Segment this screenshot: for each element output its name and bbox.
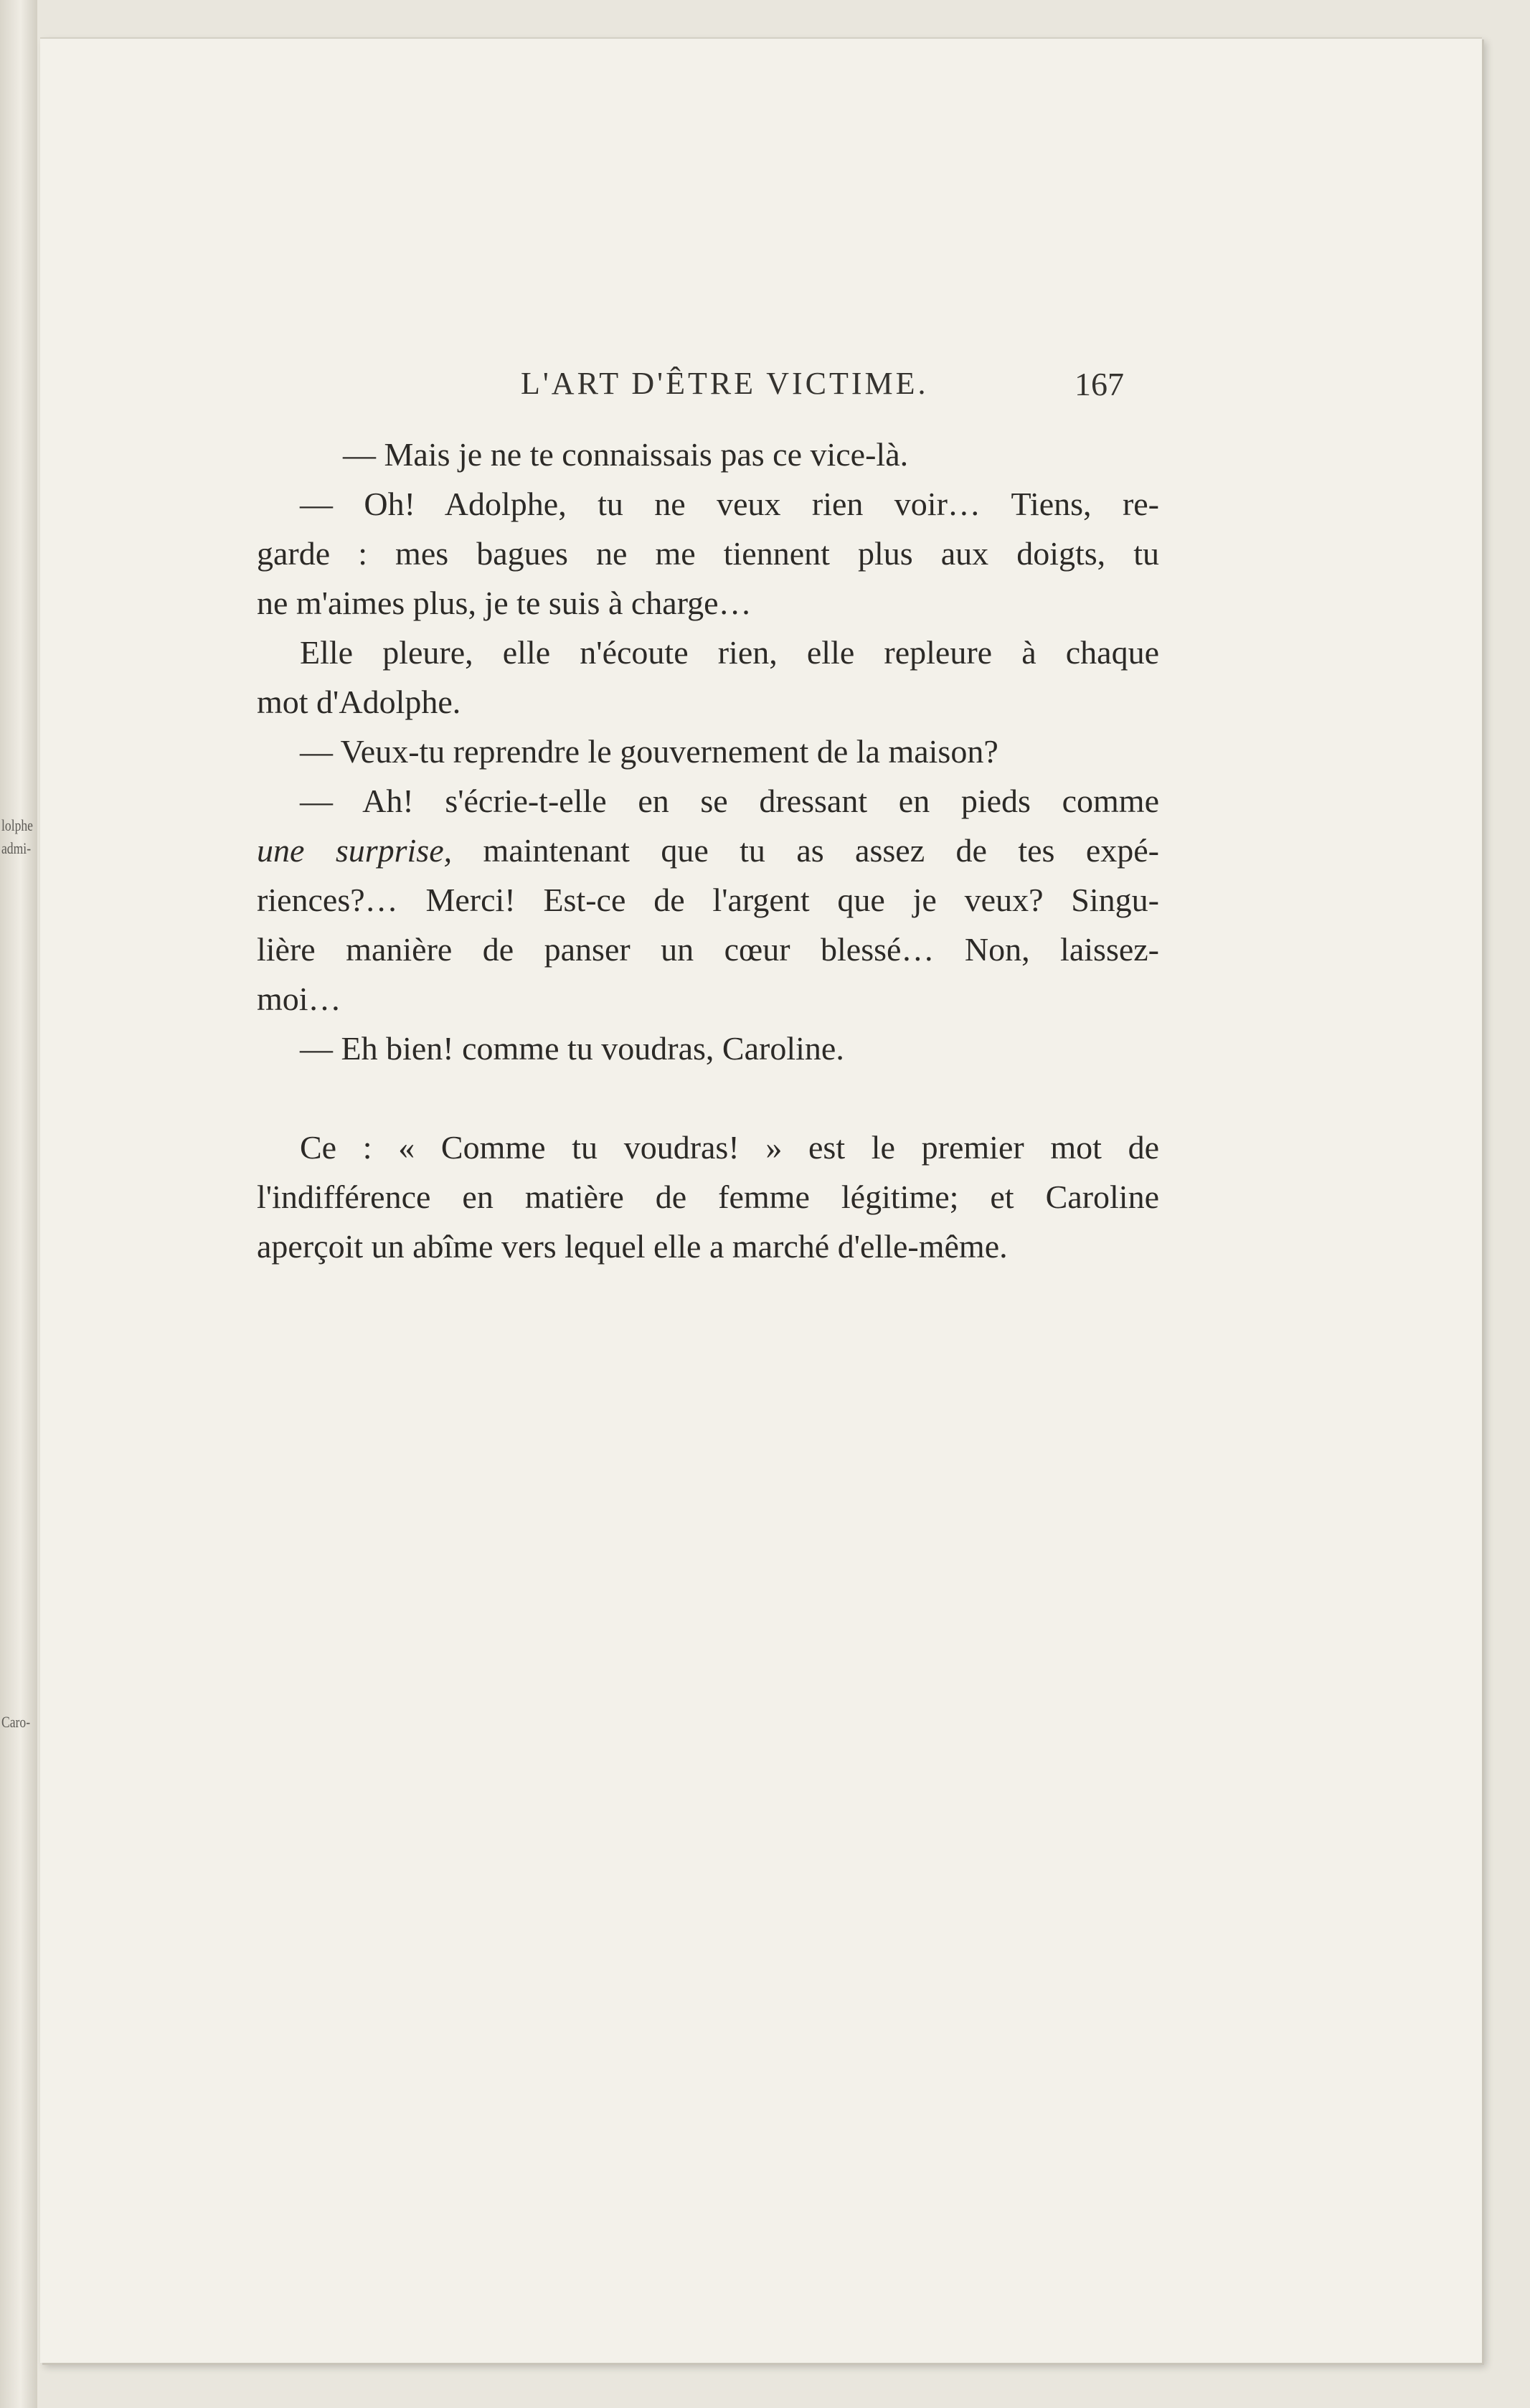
text-line: — Veux-tu reprendre le gouvernement de la maison?	[300, 733, 998, 770]
text-line: Ce : « Comme tu voudras! » est le premier mot de	[300, 1129, 1159, 1166]
paragraph	[257, 430, 1159, 479]
book-page	[40, 37, 1482, 2363]
text-line: — Ah! s'écrie-t-elle en se dressant en pieds comme	[300, 783, 1159, 819]
paragraph	[257, 1123, 1159, 1271]
text-line: ne m'aimes plus, je te suis à charge…	[257, 585, 752, 621]
margin-fragment: admi-	[1, 839, 32, 857]
text-line: — Oh! Adolphe, tu ne veux rien voir… Tiens, re-	[300, 486, 1159, 522]
page-number: 167	[1075, 366, 1124, 402]
margin-fragment: Caro-	[1, 1713, 31, 1731]
text-span: maintenant que tu as assez de tes expé-	[452, 832, 1159, 869]
text-line: lière manière de panser un cœur blessé… Non, laissez-	[257, 931, 1159, 968]
paragraph	[257, 628, 1159, 727]
paragraph	[257, 479, 1159, 628]
text-line	[257, 826, 1159, 875]
text-line: — Mais je ne te connaissais pas ce vice-là.	[343, 436, 909, 473]
text-line: l'indifférence en matière de femme légitime; et Caroline	[257, 1179, 1159, 1215]
margin-fragment: lolphe	[1, 816, 33, 834]
text-line: moi…	[257, 981, 341, 1017]
text-line: mot d'Adolphe.	[257, 684, 461, 720]
previous-page-edge	[0, 0, 37, 2408]
text-line: garde : mes bagues ne me tiennent plus aux doigts, tu	[257, 535, 1159, 572]
paragraph	[257, 727, 1159, 776]
paragraph	[257, 776, 1159, 1024]
text-line: Elle pleure, elle n'écoute rien, elle repleure à chaque	[300, 634, 1159, 671]
text-line: aperçoit un abîme vers lequel elle a marché d'elle-même.	[257, 1228, 1008, 1265]
text-line: riences?… Merci! Est-ce de l'argent que je veux? Singu-	[257, 882, 1159, 918]
italic-phrase: une surprise,	[257, 832, 453, 869]
paragraph	[257, 1024, 1159, 1073]
running-title: L'ART D'ÊTRE VICTIME.	[521, 366, 929, 401]
body-text	[257, 430, 1159, 1271]
text-line: — Eh bien! comme tu voudras, Caroline.	[300, 1030, 844, 1067]
